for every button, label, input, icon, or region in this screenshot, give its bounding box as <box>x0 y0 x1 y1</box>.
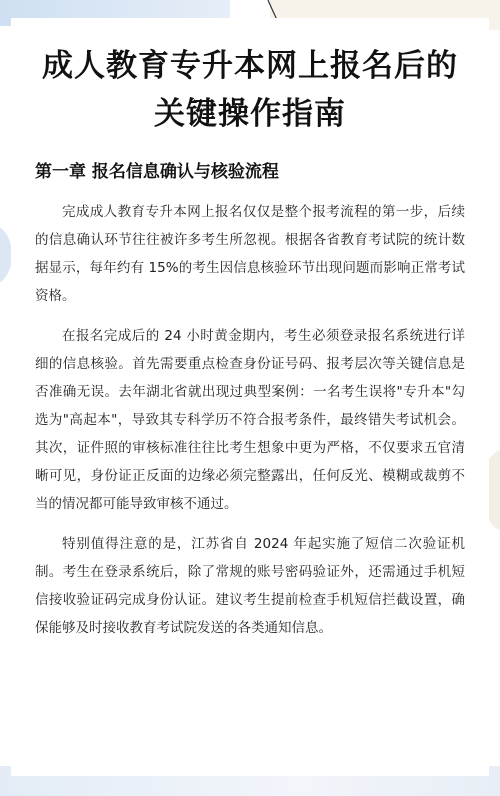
article-title-line-1: 成人教育专升本网上报名后的 <box>42 48 458 84</box>
article-title-line-2: 关键操作指南 <box>154 96 346 132</box>
chapter-heading: 第一章 报名信息确认与核验流程 <box>35 162 279 182</box>
body-paragraph: 在报名完成后的 24 小时黄金期内，考生必须登录报名系统进行详细的信息核验。首先需要重点检查身份证号码、报考层次等关键信息是否准确无误。去年湖北省就出现过典型案例：一名考生误将"专升本"勾选为"高起本"，导致其专科学历不符合报考条件，最终错失考试机会。其次，证件照的审核标准往往比考生想象中更为严格，不仅要求五官清晰可见，身份证正反面的边缘必须完整露出，任何反光、模糊或裁剪不当的情况都可能导致审核不通过。 <box>35 328 465 512</box>
article-title <box>11 18 489 138</box>
body-paragraph: 特别值得注意的是，江苏省自 2024 年起实施了短信二次验证机制。考生在登录系统后，除了常规的账号密码验证外，还需通过手机短信接收验证码完成身份认证。建议考生提前检查手机短信拦截设置，确保能够及时接收教育考试院发送的各类通知信息。 <box>35 536 465 636</box>
body-paragraph: 完成成人教育专升本网上报名仅仅是整个报考流程的第一步，后续的信息确认环节往往被许多考生所忽视。根据各省教育考试院的统计数据显示，每年约有 15%的考生因信息核验环节出现问题而影响正常考试资格。 <box>35 204 465 304</box>
article-body <box>11 198 489 642</box>
article-card <box>11 18 489 776</box>
